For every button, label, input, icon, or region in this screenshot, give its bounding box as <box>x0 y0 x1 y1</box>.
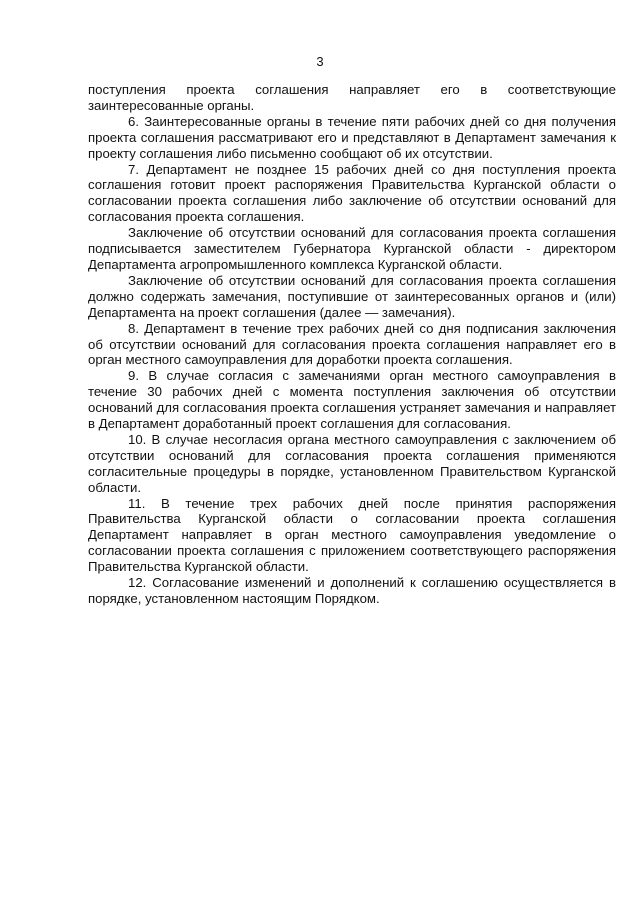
paragraph-conclusion-signing: Заключение об отсутствии оснований для согласования проекта соглашения подписывается заместителем Губернатора Курганской области - директором Департамента агропромышленного комплекса Курганской области. <box>88 225 616 272</box>
paragraph-item-6: 6. Заинтересованные органы в течение пяти рабочих дней со дня получения проекта соглашения рассматривают его и представляют в Департамент замечания к проекту соглашения либо письменно сообщают об их отсутствии. <box>88 113 616 161</box>
paragraph-item-10: 10. В случае несогласия органа местного самоуправления с заключением об отсутствии оснований для согласования проекта соглашения применяются согласительные процедуры в порядке, установленном Правительством Курганской области. <box>88 431 616 495</box>
paragraph-conclusion-content: Заключение об отсутствии оснований для согласования проекта соглашения должно содержать замечания, поступившие от заинтересованных органов и (или) Департамента на проект соглашения (далее — замечания). <box>88 272 616 320</box>
page-number: 3 <box>316 54 324 69</box>
paragraph-item-11: 11. В течение трех рабочих дней после принятия распоряжения Правительства Курганской области о согласовании проекта соглашения Департамент направляет в орган местного самоуправления уведомление о согласовании проекта соглашения с приложением соответствующего распоряжения Правительства Курганской области. <box>88 495 616 575</box>
paragraph-item-9: 9. В случае согласия с замечаниями орган местного самоуправления в течение 30 рабочих дней с момента поступления заключения об отсутствии оснований для согласования проекта соглашения устраняет замечания и направляет в Департамент доработанный проект соглашения для согласования. <box>88 368 616 432</box>
paragraph-item-12: 12. Согласование изменений и дополнений к соглашению осуществляется в порядке, установленном настоящим Порядком. <box>88 575 616 606</box>
paragraph-item-7: 7. Департамент не позднее 15 рабочих дней со дня поступления проекта соглашения готовит проект распоряжения Правительства Курганской области о согласовании проекта соглашения либо заключение об отсутствии оснований для согласования проекта соглашения. <box>88 161 616 225</box>
paragraph-continuation: поступления проекта соглашения направляет его в соответствующие заинтересованные органы. <box>88 82 616 113</box>
paragraph-item-8: 8. Департамент в течение трех рабочих дней со дня подписания заключения об отсутствии оснований для согласования проекта соглашения направляет его в орган местного самоуправления для доработки проекта соглашения. <box>88 320 616 368</box>
document-body <box>88 82 616 607</box>
